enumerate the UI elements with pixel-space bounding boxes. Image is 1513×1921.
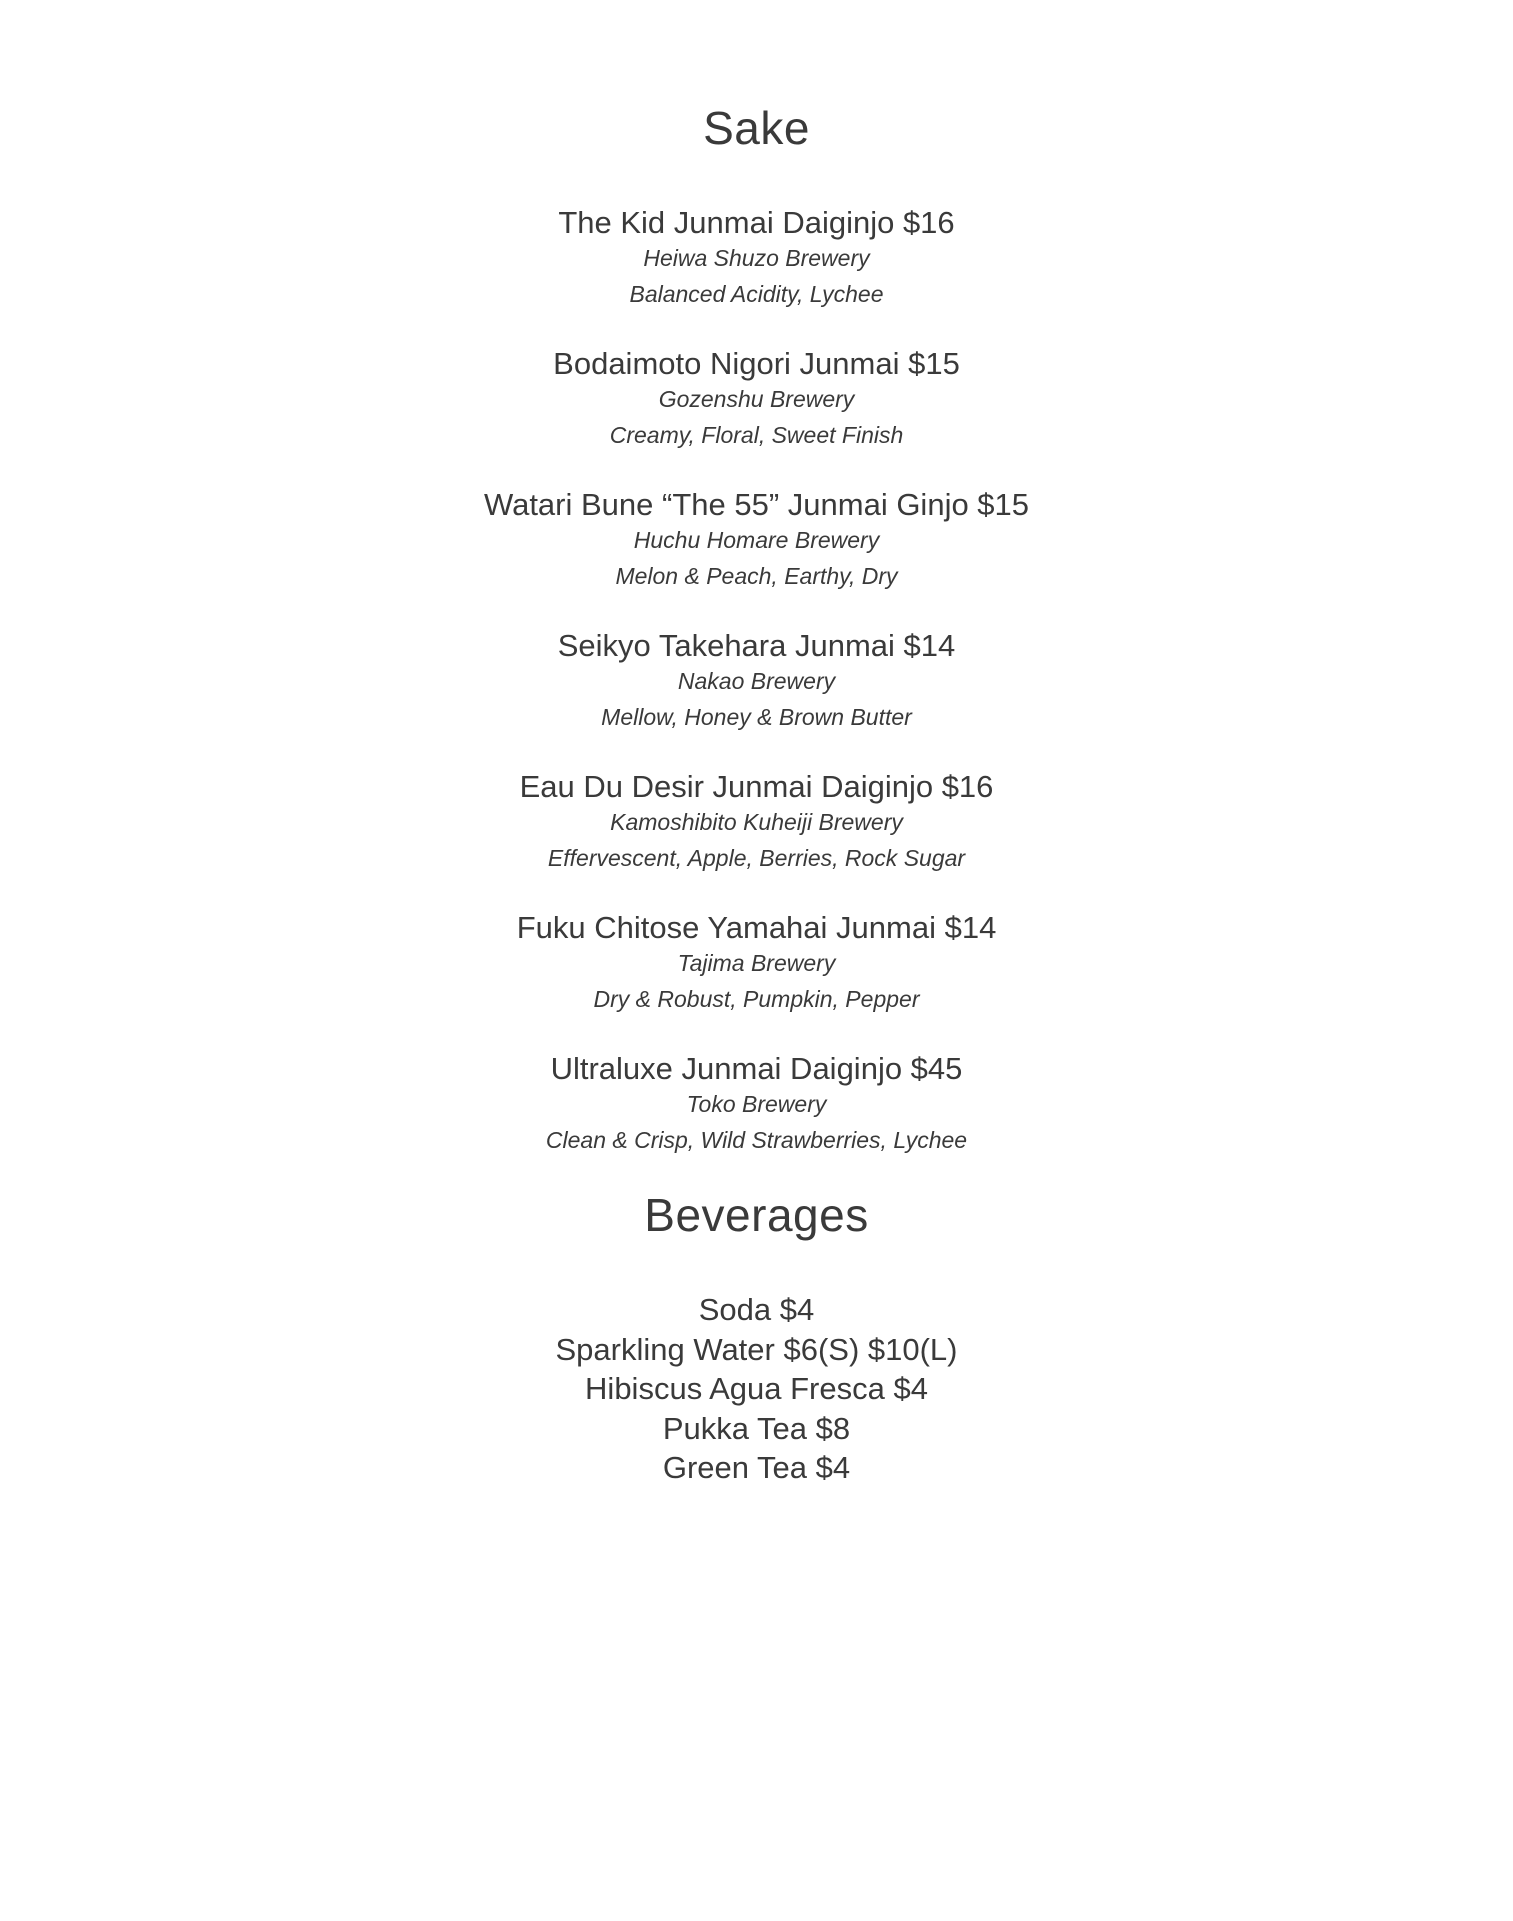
sake-name: Eau Du Desir Junmai Daiginjo $16	[519, 769, 994, 804]
sake-tasting-notes: Mellow, Honey & Brown Butter	[601, 704, 912, 730]
sake-brewery: Heiwa Shuzo Brewery	[643, 245, 870, 271]
sake-tasting-notes: Creamy, Floral, Sweet Finish	[609, 422, 904, 448]
sake-name: Watari Bune “The 55” Junmai Ginjo $15	[483, 487, 1030, 522]
sake-brewery: Tajima Brewery	[677, 950, 836, 976]
sake-item	[0, 769, 1513, 876]
sake-brewery: Kamoshibito Kuheiji Brewery	[610, 809, 903, 835]
sake-brewery: Huchu Homare Brewery	[633, 527, 880, 553]
beverages-section-title: Beverages	[644, 1189, 869, 1241]
sake-item	[0, 1051, 1513, 1158]
sake-name: Fuku Chitose Yamahai Junmai $14	[516, 910, 997, 945]
sake-item	[0, 628, 1513, 735]
beverage-item: Pukka Tea $8	[662, 1410, 851, 1446]
sake-item	[0, 346, 1513, 453]
sake-name: Bodaimoto Nigori Junmai $15	[553, 346, 960, 381]
sake-item	[0, 910, 1513, 1017]
beverage-item: Hibiscus Agua Fresca $4	[585, 1371, 928, 1406]
sake-item	[0, 205, 1513, 312]
sake-section-title: Sake	[703, 102, 810, 154]
sake-name: Seikyo Takehara Junmai $14	[557, 628, 956, 663]
beverage-item: Green Tea $4	[662, 1450, 851, 1485]
sake-tasting-notes: Balanced Acidity, Lychee	[629, 281, 884, 307]
sake-brewery: Nakao Brewery	[677, 668, 836, 694]
beverages-list	[0, 1290, 1513, 1488]
sake-list	[0, 205, 1513, 1158]
sake-brewery: Gozenshu Brewery	[658, 386, 855, 412]
sake-tasting-notes: Dry & Robust, Pumpkin, Pepper	[593, 986, 920, 1012]
sake-item	[0, 487, 1513, 594]
beverage-item: Sparkling Water $6(S) $10(L)	[555, 1331, 958, 1367]
beverage-item: Soda $4	[698, 1292, 815, 1327]
sake-tasting-notes: Melon & Peach, Earthy, Dry	[615, 563, 898, 589]
sake-name: The Kid Junmai Daiginjo $16	[558, 205, 955, 240]
sake-name: Ultraluxe Junmai Daiginjo $45	[550, 1051, 963, 1086]
sake-tasting-notes: Clean & Crisp, Wild Strawberries, Lychee	[545, 1127, 968, 1153]
sake-tasting-notes: Effervescent, Apple, Berries, Rock Sugar	[547, 845, 966, 871]
sake-brewery: Toko Brewery	[686, 1091, 827, 1117]
